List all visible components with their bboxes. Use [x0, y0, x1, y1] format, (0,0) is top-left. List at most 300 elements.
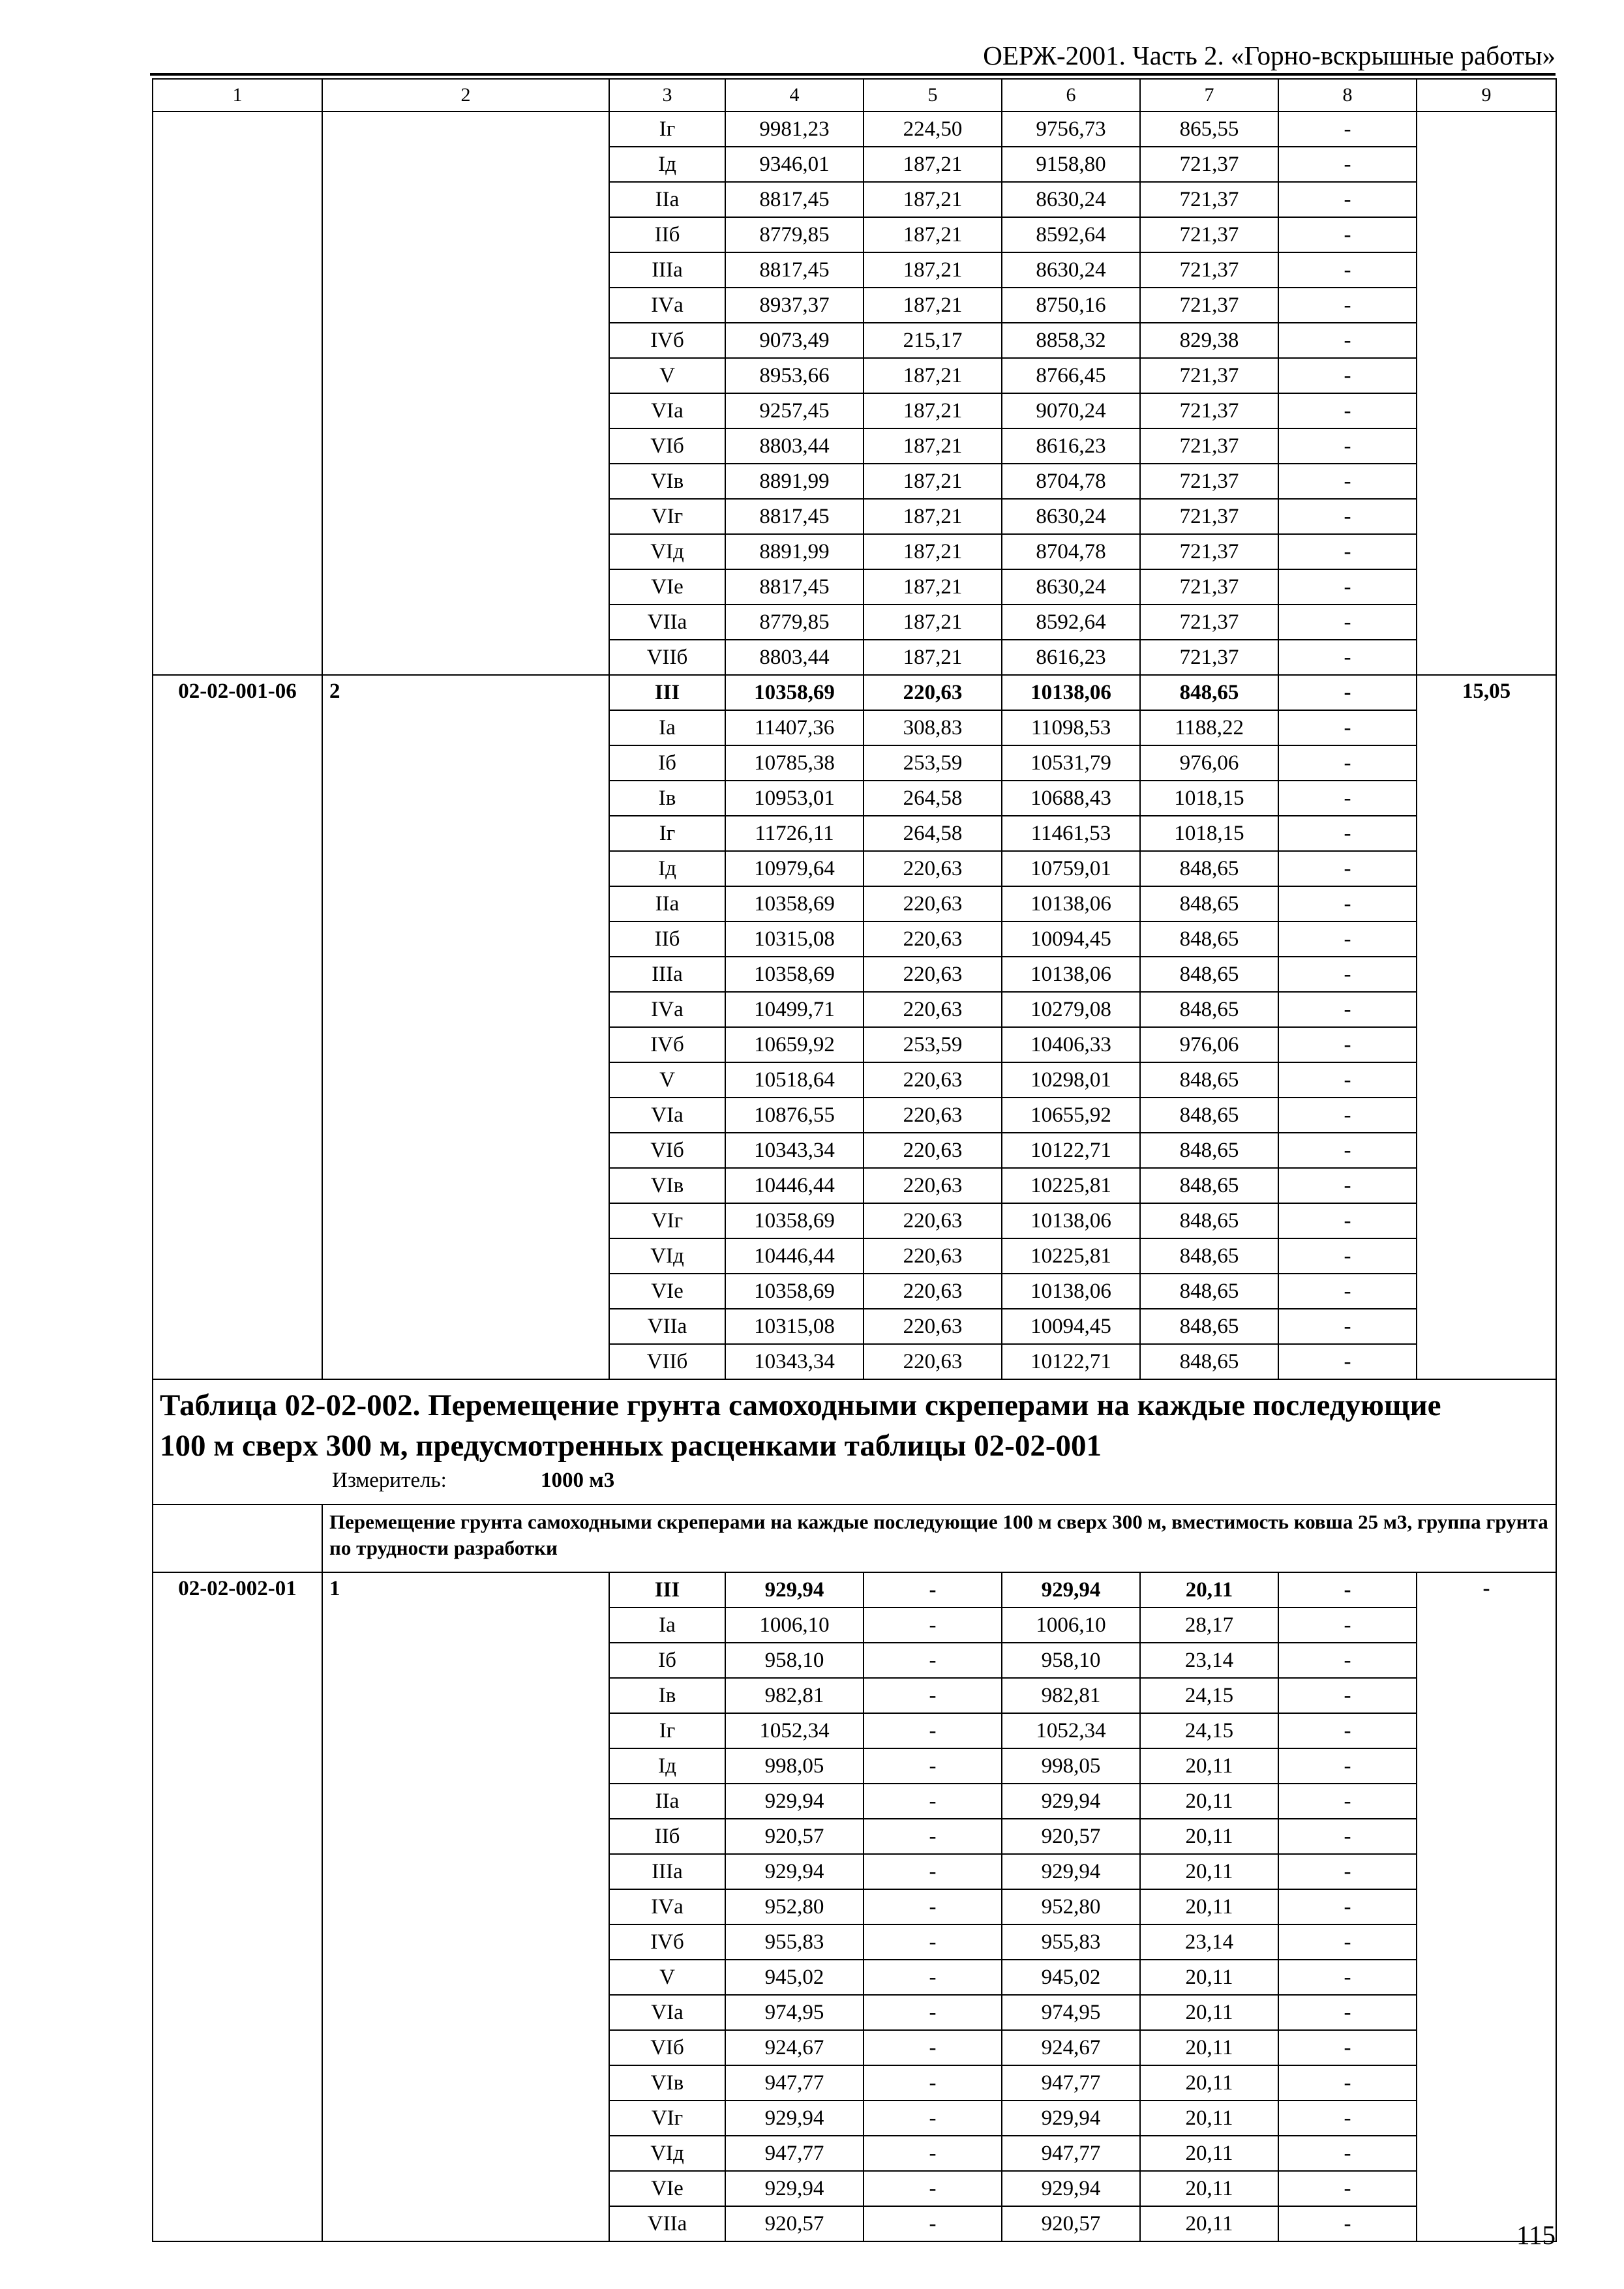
table-cell: 920,57 — [1002, 2206, 1140, 2241]
table-cell: 9346,01 — [725, 147, 864, 182]
table-cell: - — [1278, 1133, 1417, 1168]
table-cell: 955,83 — [1002, 1924, 1140, 1960]
table-cell: 929,94 — [725, 2171, 864, 2206]
table-cell: 8704,78 — [1002, 464, 1140, 499]
table-cell: 920,57 — [1002, 1819, 1140, 1854]
table-cell: 9981,23 — [725, 112, 864, 147]
table-cell: - — [864, 1713, 1002, 1748]
table-cell: 10225,81 — [1002, 1238, 1140, 1274]
table-cell: 8630,24 — [1002, 569, 1140, 605]
table-cell: 8630,24 — [1002, 252, 1140, 288]
table-cell: 9070,24 — [1002, 393, 1140, 428]
table-cell: 23,14 — [1140, 1924, 1278, 1960]
table-cell: 8779,85 — [725, 605, 864, 640]
table-cell: 10138,06 — [1002, 957, 1140, 992]
table-cell: VIIа — [609, 2206, 725, 2241]
table-cell: IIа — [609, 886, 725, 921]
table-cell: 10688,43 — [1002, 781, 1140, 816]
table-cell: 721,37 — [1140, 182, 1278, 217]
table-cell: 10759,01 — [1002, 851, 1140, 886]
table-cell: 10138,06 — [1002, 675, 1140, 710]
table-cell: 929,94 — [1002, 1572, 1140, 1608]
table-cell: - — [1278, 816, 1417, 851]
table-cell: - — [864, 1960, 1002, 1995]
table-cell: 187,21 — [864, 569, 1002, 605]
table-cell: 982,81 — [725, 1678, 864, 1713]
table-cell: IIб — [609, 1819, 725, 1854]
table-cell: - — [1278, 781, 1417, 816]
table-cell: 187,21 — [864, 534, 1002, 569]
table-cell: - — [1278, 710, 1417, 745]
table-cell: 187,21 — [864, 288, 1002, 323]
table-cell: - — [864, 1924, 1002, 1960]
table-cell: Iд — [609, 147, 725, 182]
table-cell: IIIа — [609, 957, 725, 992]
table-cell: 947,77 — [725, 2065, 864, 2101]
table-cell: 11726,11 — [725, 816, 864, 851]
table-cell: 1052,34 — [1002, 1713, 1140, 1748]
table-cell: 220,63 — [864, 1098, 1002, 1133]
table-cell: 220,63 — [864, 1203, 1002, 1238]
table-cell: 721,37 — [1140, 393, 1278, 428]
table-cell: 220,63 — [864, 1344, 1002, 1379]
table-cell: - — [864, 1784, 1002, 1819]
table-cell: 10315,08 — [725, 1309, 864, 1344]
table-cell: VIе — [609, 2171, 725, 2206]
table-cell: 220,63 — [864, 921, 1002, 957]
rate-number-cell — [322, 112, 609, 675]
table-cell: - — [1278, 992, 1417, 1027]
table-cell: 11461,53 — [1002, 816, 1140, 851]
table-cell: 9158,80 — [1002, 147, 1140, 182]
section-title-cell — [153, 1379, 1556, 1504]
table-cell: - — [1278, 1784, 1417, 1819]
table-cell: 929,94 — [725, 2101, 864, 2136]
table-cell: IIб — [609, 217, 725, 252]
table-cell: 8817,45 — [725, 499, 864, 534]
table-cell: Iг — [609, 112, 725, 147]
table-cell: 974,95 — [1002, 1995, 1140, 2030]
table-cell: 11098,53 — [1002, 710, 1140, 745]
table-cell: 187,21 — [864, 464, 1002, 499]
table-cell: IVб — [609, 323, 725, 358]
rate-code-cell — [153, 112, 322, 675]
table-cell: - — [1278, 288, 1417, 323]
table-cell: 848,65 — [1140, 1203, 1278, 1238]
table-cell: 10358,69 — [725, 675, 864, 710]
table-cell: IVб — [609, 1924, 725, 1960]
column-number: 8 — [1278, 79, 1417, 112]
table-cell: 187,21 — [864, 393, 1002, 428]
table-cell: IVа — [609, 1889, 725, 1924]
table-cell: - — [1278, 640, 1417, 675]
table-cell: - — [1278, 1748, 1417, 1784]
section-title-line: 100 м сверх 300 м, предусмотренных расценками таблицы 02-02-001 — [160, 1429, 1102, 1463]
table-cell: - — [1278, 1027, 1417, 1062]
table-cell: VIг — [609, 1203, 725, 1238]
column-number: 7 — [1140, 79, 1278, 112]
column-number: 4 — [725, 79, 864, 112]
table-cell: 187,21 — [864, 640, 1002, 675]
table-cell: 721,37 — [1140, 252, 1278, 288]
column-number: 9 — [1417, 79, 1556, 112]
table-cell: 8616,23 — [1002, 640, 1140, 675]
table-cell: 20,11 — [1140, 1819, 1278, 1854]
table-cell: 187,21 — [864, 147, 1002, 182]
table-cell: 8766,45 — [1002, 358, 1140, 393]
table-cell: 1188,22 — [1140, 710, 1278, 745]
table-cell: 721,37 — [1140, 569, 1278, 605]
table-cell: 998,05 — [725, 1748, 864, 1784]
table-cell: 308,83 — [864, 710, 1002, 745]
table-row — [153, 112, 1556, 147]
table-cell: 10499,71 — [725, 992, 864, 1027]
table-cell: 20,11 — [1140, 1784, 1278, 1819]
table-cell: 721,37 — [1140, 428, 1278, 464]
table-cell: 947,77 — [1002, 2136, 1140, 2171]
table-cell: - — [864, 2171, 1002, 2206]
table-cell: 220,63 — [864, 957, 1002, 992]
table-cell: 20,11 — [1140, 2101, 1278, 2136]
table-cell: - — [864, 2136, 1002, 2171]
table-cell: 8817,45 — [725, 569, 864, 605]
table-cell: - — [1278, 1203, 1417, 1238]
table-cell: Iг — [609, 1713, 725, 1748]
table-cell: 20,11 — [1140, 1889, 1278, 1924]
header-rule — [150, 73, 1556, 76]
column-number: 3 — [609, 79, 725, 112]
table-cell: 8592,64 — [1002, 605, 1140, 640]
table-cell: VIIб — [609, 640, 725, 675]
table-cell: - — [864, 1572, 1002, 1608]
table-cell: - — [1278, 1924, 1417, 1960]
table-cell: 929,94 — [1002, 2101, 1140, 2136]
table-cell: 10315,08 — [725, 921, 864, 957]
table-cell: - — [1278, 1889, 1417, 1924]
table-cell: - — [1278, 147, 1417, 182]
table-cell: IVб — [609, 1027, 725, 1062]
table-cell: - — [1278, 2171, 1417, 2206]
table-row — [153, 1572, 1556, 1608]
table-cell: - — [1278, 1238, 1417, 1274]
column-9-cell: 15,05 — [1417, 675, 1556, 1379]
table-cell: IIб — [609, 921, 725, 957]
table-cell: 848,65 — [1140, 1344, 1278, 1379]
table-cell: 848,65 — [1140, 1309, 1278, 1344]
table-cell: 721,37 — [1140, 147, 1278, 182]
table-cell: - — [864, 1889, 1002, 1924]
table-cell: - — [1278, 851, 1417, 886]
table-cell: 848,65 — [1140, 1238, 1278, 1274]
table-cell: 8750,16 — [1002, 288, 1140, 323]
table-cell: 924,67 — [1002, 2030, 1140, 2065]
table-cell: - — [1278, 252, 1417, 288]
table-cell: - — [864, 2101, 1002, 2136]
table-cell: 952,80 — [1002, 1889, 1140, 1924]
table-cell: 10358,69 — [725, 1203, 864, 1238]
table-cell: - — [1278, 323, 1417, 358]
table-cell: - — [1278, 1098, 1417, 1133]
table-cell: IIIа — [609, 252, 725, 288]
table-cell: VIIа — [609, 1309, 725, 1344]
table-cell: 952,80 — [725, 1889, 864, 1924]
table-cell: IVа — [609, 288, 725, 323]
table-cell: 998,05 — [1002, 1748, 1140, 1784]
table-cell: Iв — [609, 1678, 725, 1713]
table-cell: - — [1278, 1960, 1417, 1995]
table-cell: - — [1278, 2065, 1417, 2101]
table-cell: VIд — [609, 2136, 725, 2171]
table-cell: 20,11 — [1140, 1995, 1278, 2030]
table-cell: - — [1278, 1274, 1417, 1309]
table-cell: 947,77 — [1002, 2065, 1140, 2101]
table-cell: - — [1278, 1854, 1417, 1889]
table-cell: 10531,79 — [1002, 745, 1140, 781]
table-cell: 220,63 — [864, 675, 1002, 710]
table-cell: - — [1278, 182, 1417, 217]
table-cell: 10358,69 — [725, 957, 864, 992]
table-cell: 23,14 — [1140, 1643, 1278, 1678]
table-cell: 958,10 — [725, 1643, 864, 1678]
column-number: 5 — [864, 79, 1002, 112]
table-cell: 929,94 — [1002, 2171, 1140, 2206]
table-cell: 10406,33 — [1002, 1027, 1140, 1062]
table-cell: 982,81 — [1002, 1678, 1140, 1713]
table-cell: 1006,10 — [725, 1608, 864, 1643]
description-spacer — [153, 1504, 322, 1572]
table-cell: 947,77 — [725, 2136, 864, 2171]
table-cell: 1018,15 — [1140, 781, 1278, 816]
table-cell: Iб — [609, 745, 725, 781]
table-cell: 220,63 — [864, 1133, 1002, 1168]
table-cell: 976,06 — [1140, 745, 1278, 781]
table-cell: IVа — [609, 992, 725, 1027]
table-cell: 848,65 — [1140, 851, 1278, 886]
table-cell: 10094,45 — [1002, 921, 1140, 957]
measurement-value: 1000 м3 — [541, 1469, 615, 1492]
table-cell: - — [1278, 1819, 1417, 1854]
table-cell: 920,57 — [725, 1819, 864, 1854]
table-cell: 721,37 — [1140, 640, 1278, 675]
table-cell: - — [1278, 217, 1417, 252]
table-cell: 10298,01 — [1002, 1062, 1140, 1098]
table-cell: 8937,37 — [725, 288, 864, 323]
table-cell: - — [864, 2065, 1002, 2101]
table-cell: - — [864, 1854, 1002, 1889]
measurement-unit — [160, 1467, 1549, 1493]
table-cell: VIе — [609, 1274, 725, 1309]
table-cell: 721,37 — [1140, 499, 1278, 534]
table-cell: 10876,55 — [725, 1098, 864, 1133]
table-cell: 848,65 — [1140, 921, 1278, 957]
table-cell: 10446,44 — [725, 1168, 864, 1203]
table-cell: 848,65 — [1140, 1133, 1278, 1168]
table-cell: - — [1278, 2136, 1417, 2171]
table-cell: Iд — [609, 851, 725, 886]
table-cell: Iд — [609, 1748, 725, 1784]
table-cell: - — [1278, 534, 1417, 569]
table-cell: 8891,99 — [725, 464, 864, 499]
table-cell: - — [864, 1995, 1002, 2030]
section-title-row — [153, 1379, 1556, 1504]
table-cell: 848,65 — [1140, 1098, 1278, 1133]
table-cell: 945,02 — [725, 1960, 864, 1995]
table-cell: - — [864, 1819, 1002, 1854]
table-cell: 945,02 — [1002, 1960, 1140, 1995]
table-cell: 929,94 — [1002, 1854, 1140, 1889]
rate-number-cell: 1 — [322, 1572, 609, 2241]
description-row — [153, 1504, 1556, 1572]
table-cell: 929,94 — [725, 1784, 864, 1819]
table-cell: Iв — [609, 781, 725, 816]
table-cell: 848,65 — [1140, 1274, 1278, 1309]
table-cell: VIг — [609, 2101, 725, 2136]
table-cell: - — [1278, 358, 1417, 393]
table-cell: - — [1278, 745, 1417, 781]
table-cell: 924,67 — [725, 2030, 864, 2065]
table-cell: 8891,99 — [725, 534, 864, 569]
table-cell: III — [609, 1572, 725, 1608]
column-9-cell — [1417, 112, 1556, 675]
table-cell: 721,37 — [1140, 605, 1278, 640]
table-cell: 9257,45 — [725, 393, 864, 428]
table-cell: - — [1278, 2030, 1417, 2065]
table-cell: - — [1278, 569, 1417, 605]
table-cell: 220,63 — [864, 1309, 1002, 1344]
table-cell: 20,11 — [1140, 2206, 1278, 2241]
table-cell: IIа — [609, 1784, 725, 1819]
table-cell: 10138,06 — [1002, 886, 1140, 921]
table-cell: 224,50 — [864, 112, 1002, 147]
table-cell: - — [1278, 1168, 1417, 1203]
rate-code-cell: 02-02-002-01 — [153, 1572, 322, 2241]
table-cell: 974,95 — [725, 1995, 864, 2030]
table-cell: 220,63 — [864, 1274, 1002, 1309]
rates-table — [152, 78, 1557, 2242]
table-cell: - — [864, 1608, 1002, 1643]
table-cell: 10655,92 — [1002, 1098, 1140, 1133]
table-cell: - — [1278, 1713, 1417, 1748]
table-cell: 20,11 — [1140, 1748, 1278, 1784]
table-cell: VIд — [609, 1238, 725, 1274]
table-cell: VIIа — [609, 605, 725, 640]
table-cell: - — [1278, 957, 1417, 992]
table-cell: 187,21 — [864, 252, 1002, 288]
table-cell: Iг — [609, 816, 725, 851]
table-cell: VIа — [609, 1995, 725, 2030]
table-cell: - — [1278, 1643, 1417, 1678]
table-cell: - — [1278, 499, 1417, 534]
table-cell: 253,59 — [864, 1027, 1002, 1062]
table-cell: 220,63 — [864, 1062, 1002, 1098]
table-cell: 976,06 — [1140, 1027, 1278, 1062]
table-cell: 24,15 — [1140, 1678, 1278, 1713]
table-cell: 8817,45 — [725, 252, 864, 288]
table-cell: 187,21 — [864, 605, 1002, 640]
table-cell: 8803,44 — [725, 640, 864, 675]
table-cell: 187,21 — [864, 499, 1002, 534]
table-cell: - — [1278, 2206, 1417, 2241]
table-cell: VIв — [609, 464, 725, 499]
table-cell: - — [1278, 675, 1417, 710]
table-cell: 829,38 — [1140, 323, 1278, 358]
page-number: 115 — [1516, 2220, 1556, 2250]
table-cell: 8630,24 — [1002, 499, 1140, 534]
table-cell: 8803,44 — [725, 428, 864, 464]
table-cell: 8953,66 — [725, 358, 864, 393]
table-cell: V — [609, 358, 725, 393]
table-cell: 1018,15 — [1140, 816, 1278, 851]
table-cell: - — [1278, 1678, 1417, 1713]
table-cell: V — [609, 1960, 725, 1995]
table-cell: 10953,01 — [725, 781, 864, 816]
table-cell: - — [1278, 1572, 1417, 1608]
table-cell: 8592,64 — [1002, 217, 1140, 252]
table-cell: - — [1278, 393, 1417, 428]
table-cell: 10518,64 — [725, 1062, 864, 1098]
table-cell: 848,65 — [1140, 675, 1278, 710]
table-cell: 1006,10 — [1002, 1608, 1140, 1643]
table-cell: 865,55 — [1140, 112, 1278, 147]
table-cell: 721,37 — [1140, 534, 1278, 569]
table-cell: 848,65 — [1140, 1168, 1278, 1203]
table-cell: - — [1278, 112, 1417, 147]
table-cell: VIIб — [609, 1344, 725, 1379]
table-cell: - — [1278, 886, 1417, 921]
table-cell: 721,37 — [1140, 217, 1278, 252]
table-cell: - — [1278, 605, 1417, 640]
table-cell: 20,11 — [1140, 1572, 1278, 1608]
table-cell: 11407,36 — [725, 710, 864, 745]
table-cell: 10358,69 — [725, 1274, 864, 1309]
table-cell: VIб — [609, 2030, 725, 2065]
table-cell: 721,37 — [1140, 288, 1278, 323]
table-cell: 264,58 — [864, 816, 1002, 851]
table-cell: Iа — [609, 710, 725, 745]
table-cell: - — [864, 1748, 1002, 1784]
section-title — [160, 1385, 1549, 1466]
table-cell: 220,63 — [864, 1238, 1002, 1274]
table-cell: 920,57 — [725, 2206, 864, 2241]
table-cell: 10343,34 — [725, 1133, 864, 1168]
column-9-cell: - — [1417, 1572, 1556, 2241]
table-cell: 9073,49 — [725, 323, 864, 358]
table-cell: 8817,45 — [725, 182, 864, 217]
table-cell: 929,94 — [725, 1854, 864, 1889]
measurement-label: Измеритель: — [332, 1469, 447, 1492]
table-cell: IIIа — [609, 1854, 725, 1889]
table-cell: 958,10 — [1002, 1643, 1140, 1678]
table-cell: VIб — [609, 428, 725, 464]
table-cell: 187,21 — [864, 358, 1002, 393]
table-cell: 8630,24 — [1002, 182, 1140, 217]
table-cell: VIа — [609, 1098, 725, 1133]
table-cell: 187,21 — [864, 182, 1002, 217]
column-number: 1 — [153, 79, 322, 112]
table-cell: IIа — [609, 182, 725, 217]
table-cell: 187,21 — [864, 428, 1002, 464]
table-cell: - — [1278, 1608, 1417, 1643]
table-cell: 10122,71 — [1002, 1133, 1140, 1168]
table-cell: 24,15 — [1140, 1713, 1278, 1748]
table-cell: 848,65 — [1140, 992, 1278, 1027]
table-cell: - — [1278, 921, 1417, 957]
column-number-row — [153, 79, 1556, 112]
table-cell: Iб — [609, 1643, 725, 1678]
table-cell: - — [1278, 2101, 1417, 2136]
table-cell: 20,11 — [1140, 1854, 1278, 1889]
table-cell: VIб — [609, 1133, 725, 1168]
